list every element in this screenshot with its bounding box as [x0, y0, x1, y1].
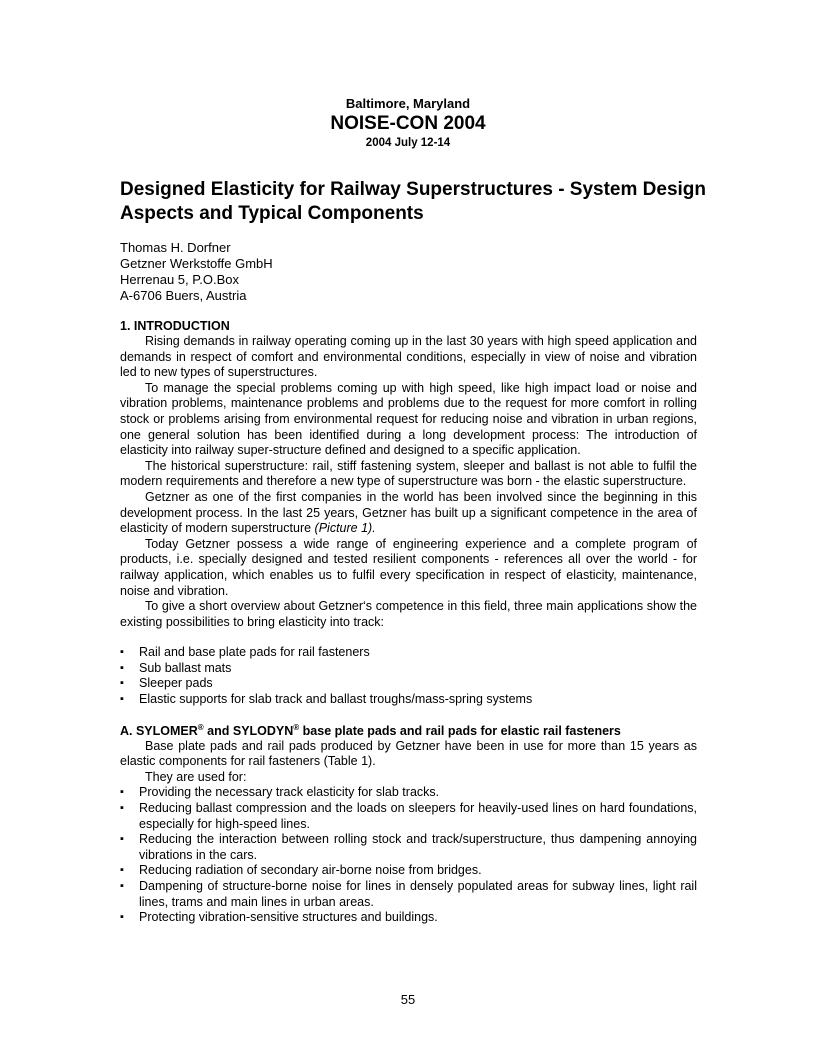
registered-mark: ®	[293, 722, 300, 732]
section-a-paragraph-1: Base plate pads and rail pads produced by Getzner have been in use for more than 15 years as elastic components for rail fasteners (Table 1).	[120, 738, 697, 769]
applications-list	[120, 645, 697, 707]
section-a-paragraph-2: They are used for:	[145, 769, 247, 784]
author-affiliation: Getzner Werkstoffe GmbH	[120, 256, 273, 271]
uses-list	[120, 785, 697, 925]
introduction-heading: 1. INTRODUCTION	[120, 319, 230, 333]
list-item: ▪ Elastic supports for slab track and ballast troughs/mass-spring systems	[120, 692, 697, 708]
list-item: ▪ Rail and base plate pads for rail fasteners	[120, 645, 697, 661]
intro-paragraph-4	[120, 490, 697, 537]
section-a-heading	[120, 723, 697, 739]
conference-name: NOISE-CON 2004	[330, 113, 486, 134]
section-a-heading-part: and SYLODYN	[203, 723, 294, 738]
list-item: ▪ Reducing ballast compression and the loads on sleepers for heavily-used lines on hard foundations, especially for high-speed lines.	[120, 801, 697, 832]
list-item: ▪ Sub ballast mats	[120, 661, 697, 677]
section-a-heading-part: A. SYLOMER	[120, 723, 198, 738]
author-block	[120, 240, 273, 304]
intro-paragraph-5: Today Getzner possess a wide range of engineering experience and a complete program of products, i.e. specially designed and tested resilient components - references all over the world - for railway application, which enables us to fulfil every specification in respect of elasticity, maintenance, noise and vibration.	[120, 536, 697, 598]
paper-body	[120, 318, 697, 926]
intro-paragraph-3: The historical superstructure: rail, stiff fastening system, sleeper and ballast is not able to fulfil the modern requirements and therefore a new type of superstructure was born - the elastic superstructure.	[120, 458, 697, 489]
intro-paragraph-4-text: Getzner as one of the first companies in the world has been involved since the beginning in this development process. In the last 25 years, Getzner has built up a significant competence in the area of elasticity of modern superstructure	[120, 489, 697, 536]
list-item: ▪ Reducing radiation of secondary air-borne noise from bridges.	[120, 863, 697, 879]
intro-paragraph-1: Rising demands in railway operating coming up in the last 30 years with high speed application and demands in respect of comfort and environmental conditions, especially in view of noise and vibration led to new types of superstructures.	[120, 334, 697, 380]
conference-dates: 2004 July 12-14	[365, 137, 451, 149]
list-item: ▪ Protecting vibration-sensitive structures and buildings.	[120, 910, 697, 926]
list-item: ▪ Providing the necessary track elasticity for slab tracks.	[120, 785, 697, 801]
section-a-heading-part: base plate pads and rail pads for elastic rail fasteners	[299, 723, 621, 738]
list-item: ▪ Dampening of structure-borne noise for lines in densely populated areas for subway lines, light rail lines, trams and main lines in urban areas.	[120, 879, 697, 910]
picture-1-reference: (Picture 1).	[314, 521, 376, 536]
paper-title: Designed Elasticity for Railway Superstructures - System Design Aspects and Typical Components	[120, 179, 707, 224]
author-name: Thomas H. Dorfner	[120, 240, 231, 255]
page-number: 55	[400, 992, 416, 1007]
intro-paragraph-6: To give a short overview about Getzner‘s competence in this field, three main applications show the existing possibilities to bring elasticity into track:	[120, 599, 697, 629]
conference-location: Baltimore, Maryland	[345, 96, 471, 111]
author-address-line-1: Herrenau 5, P.O.Box	[120, 272, 239, 287]
intro-paragraph-2: To manage the special problems coming up with high speed, like high impact load or noise and vibration problems, maintenance problems and problems due to the request for more comfort in rolling stock or problems arising from environmental request for reducing noise and vibration in urban regions, one general solution has been identified during a long development process: The introduction of elasticity into railway super-structure defined and designed to a specific application.	[120, 380, 697, 458]
author-address-line-2: A-6706 Buers, Austria	[120, 288, 247, 303]
list-item: ▪ Reducing the interaction between rolling stock and track/superstructure, thus dampening annoying vibrations in the cars.	[120, 832, 697, 863]
list-item: ▪ Sleeper pads	[120, 676, 697, 692]
registered-mark: ®	[197, 722, 204, 732]
